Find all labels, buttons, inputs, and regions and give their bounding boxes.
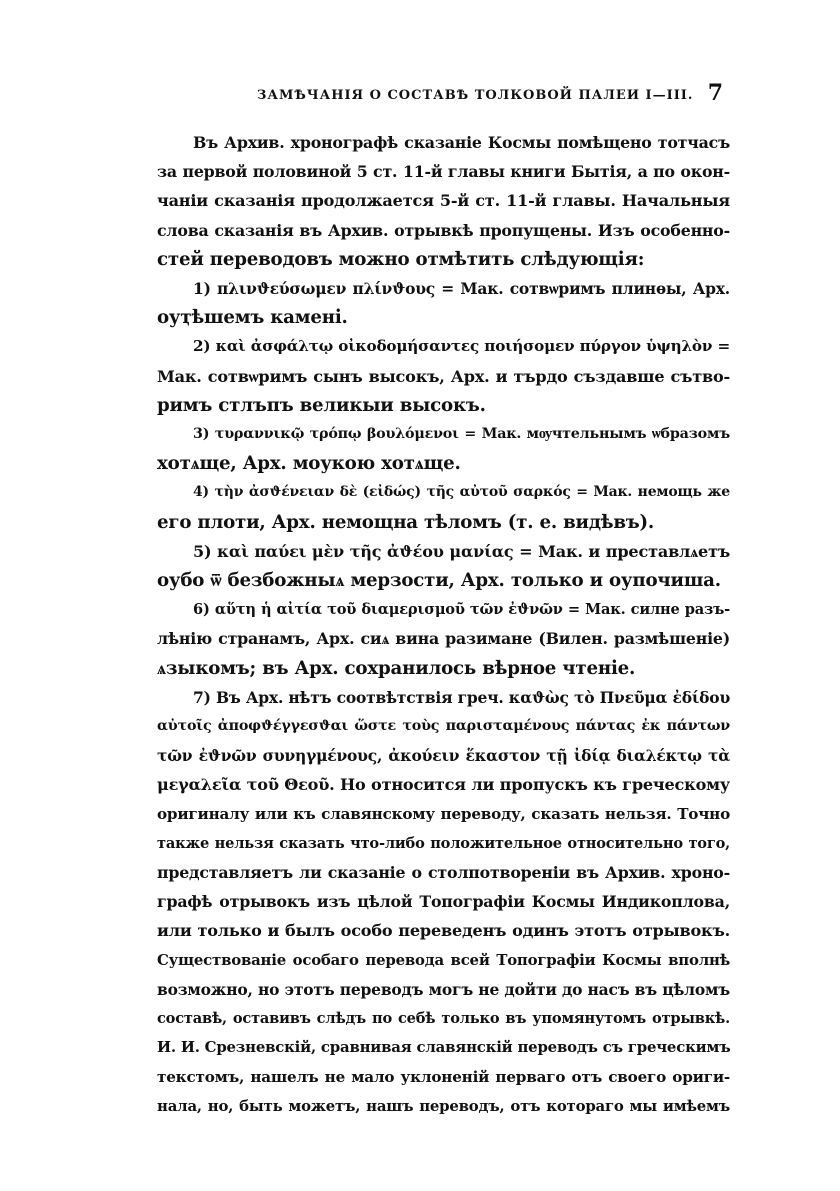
text-line: его плоти, Арх. немощна тѣломъ (т. е. видѣвъ).	[157, 511, 655, 533]
text-line: нала, но, быть можетъ, нашъ переводъ, отъ котораго мы имѣемъ	[157, 1096, 730, 1115]
text-line: Въ Архив. хронографѣ сказаніе Космы помѣщено тотчасъ	[193, 133, 730, 152]
page-number: 7	[707, 80, 723, 106]
text-line: Мак. сотвѡримъ сынъ высокъ, Арх. и търдо създавше сътво-	[157, 366, 730, 386]
text-line: 7) Въ Арх. нѣтъ соотвѣтствія греч. καϑὼς τὸ Πνεῦμα ἐδίδου	[193, 687, 730, 707]
text-line: 6) αὕτη ἡ αἰτία τοῦ διαμερισμοῦ τῶν ἐϑνῶν = Мак. силне разъ-	[193, 601, 730, 619]
text-line: представляетъ ли сказаніе о столпотвореніи въ Архив. хроно-	[157, 863, 730, 883]
running-header	[157, 80, 727, 112]
text-line: возможно, но этотъ переводъ могъ не дойти до насъ въ цѣломъ	[157, 979, 730, 999]
text-line: хотѧще, Арх. моукою хотѧще.	[157, 453, 461, 475]
text-line: составѣ, оставивъ слѣдъ по себѣ только въ упомянутомъ отрывкѣ.	[157, 1010, 730, 1028]
text-line: ѧзыкомъ; въ Арх. сохранилось вѣрное чтеніе.	[157, 657, 636, 679]
text-line: оубо ѿ безбожныѧ мерзости, Арх. только и оупочиша.	[157, 570, 721, 592]
text-line: оригиналу или къ славянскому переводу, сказать нельзя. Точно	[157, 804, 730, 823]
text-line: слова сказанія въ Архив. отрывкѣ пропущены. Изъ особенно-	[157, 220, 730, 240]
text-line: оуҭѣшемъ камені.	[157, 307, 348, 329]
text-line: 5) καὶ παύει μὲν τῆς ἀϑέου μανίας = Мак. и преставлѧетъ	[193, 541, 730, 561]
text-line: римъ стлъпъ великыи высокъ.	[157, 394, 486, 416]
running-title: ЗАМѢЧАНІЯ О СОСТАВѢ ТОЛКОВОЙ ПАЛЕИ I—III.	[257, 88, 694, 103]
text-line: 3) τυραννικῷ τρόπῳ βουλόμενοι = Мак. мѹчтельнымъ ѡбразомъ	[193, 426, 730, 443]
text-line: лѣнію странамъ, Арх. сиѧ вина разимане (Вилен. размѣшеніе)	[157, 629, 730, 649]
text-line: τῶν ἐϑνῶν συνηγμένους, ἀκούειν ἕκαστον τῇ ἰδίᾳ διαλέκτῳ τὰ	[157, 746, 730, 766]
text-line: 1) πλινϑεύσωμεν πλίνϑους = Мак. сотвѡримъ плинѳы, Арх.	[193, 279, 730, 299]
text-line: чаніи сказанія продолжается 5-й ст. 11-й главы. Начальныя	[157, 191, 730, 211]
text-line: 2) καὶ ἀσφάλτῳ οἰκοδομήσαντες ποιήσομεν πύργον ὑψηλὸν =	[193, 337, 730, 356]
text-line: текстомъ, нашелъ не мало уклоненій перваго отъ своего ориги-	[157, 1067, 730, 1086]
text-line: за первой половиной 5 ст. 11-й главы книги Бытія, а по окон-	[157, 162, 730, 182]
text-line: стей переводовъ можно отмѣтить слѣдующія:	[157, 248, 645, 270]
text-line: также нельзя сказать что-либо положительное относительно того,	[157, 834, 730, 852]
text-line: μεγαλεῖα τοῦ Θεοῦ. Но относится ли пропускъ къ греческому	[157, 775, 730, 795]
text-line: графѣ отрывокъ изъ цѣлой Топографіи Космы Индикоплова,	[157, 892, 730, 912]
text-line: или только и былъ особо переведенъ одинъ этотъ отрывокъ.	[157, 921, 730, 941]
text-line: αὐτοῖς ἀποφϑέγγεσϑαι ὥστε τοὺς παρισταμένους πάντας ἐκ πάντων	[157, 718, 730, 735]
body-text	[157, 128, 730, 1121]
text-line: И. И. Срезневскій, сравнивая славянскій переводъ съ греческимъ	[157, 1038, 730, 1057]
text-line: 4) τὴν ἀσϑένειαν δὲ (εἰδώς) τῆς αὐτοῦ σαρκός = Мак. немощь же	[193, 484, 730, 501]
text-line: Существованіе особаго перевода всей Топографіи Космы вполнѣ	[157, 950, 730, 969]
